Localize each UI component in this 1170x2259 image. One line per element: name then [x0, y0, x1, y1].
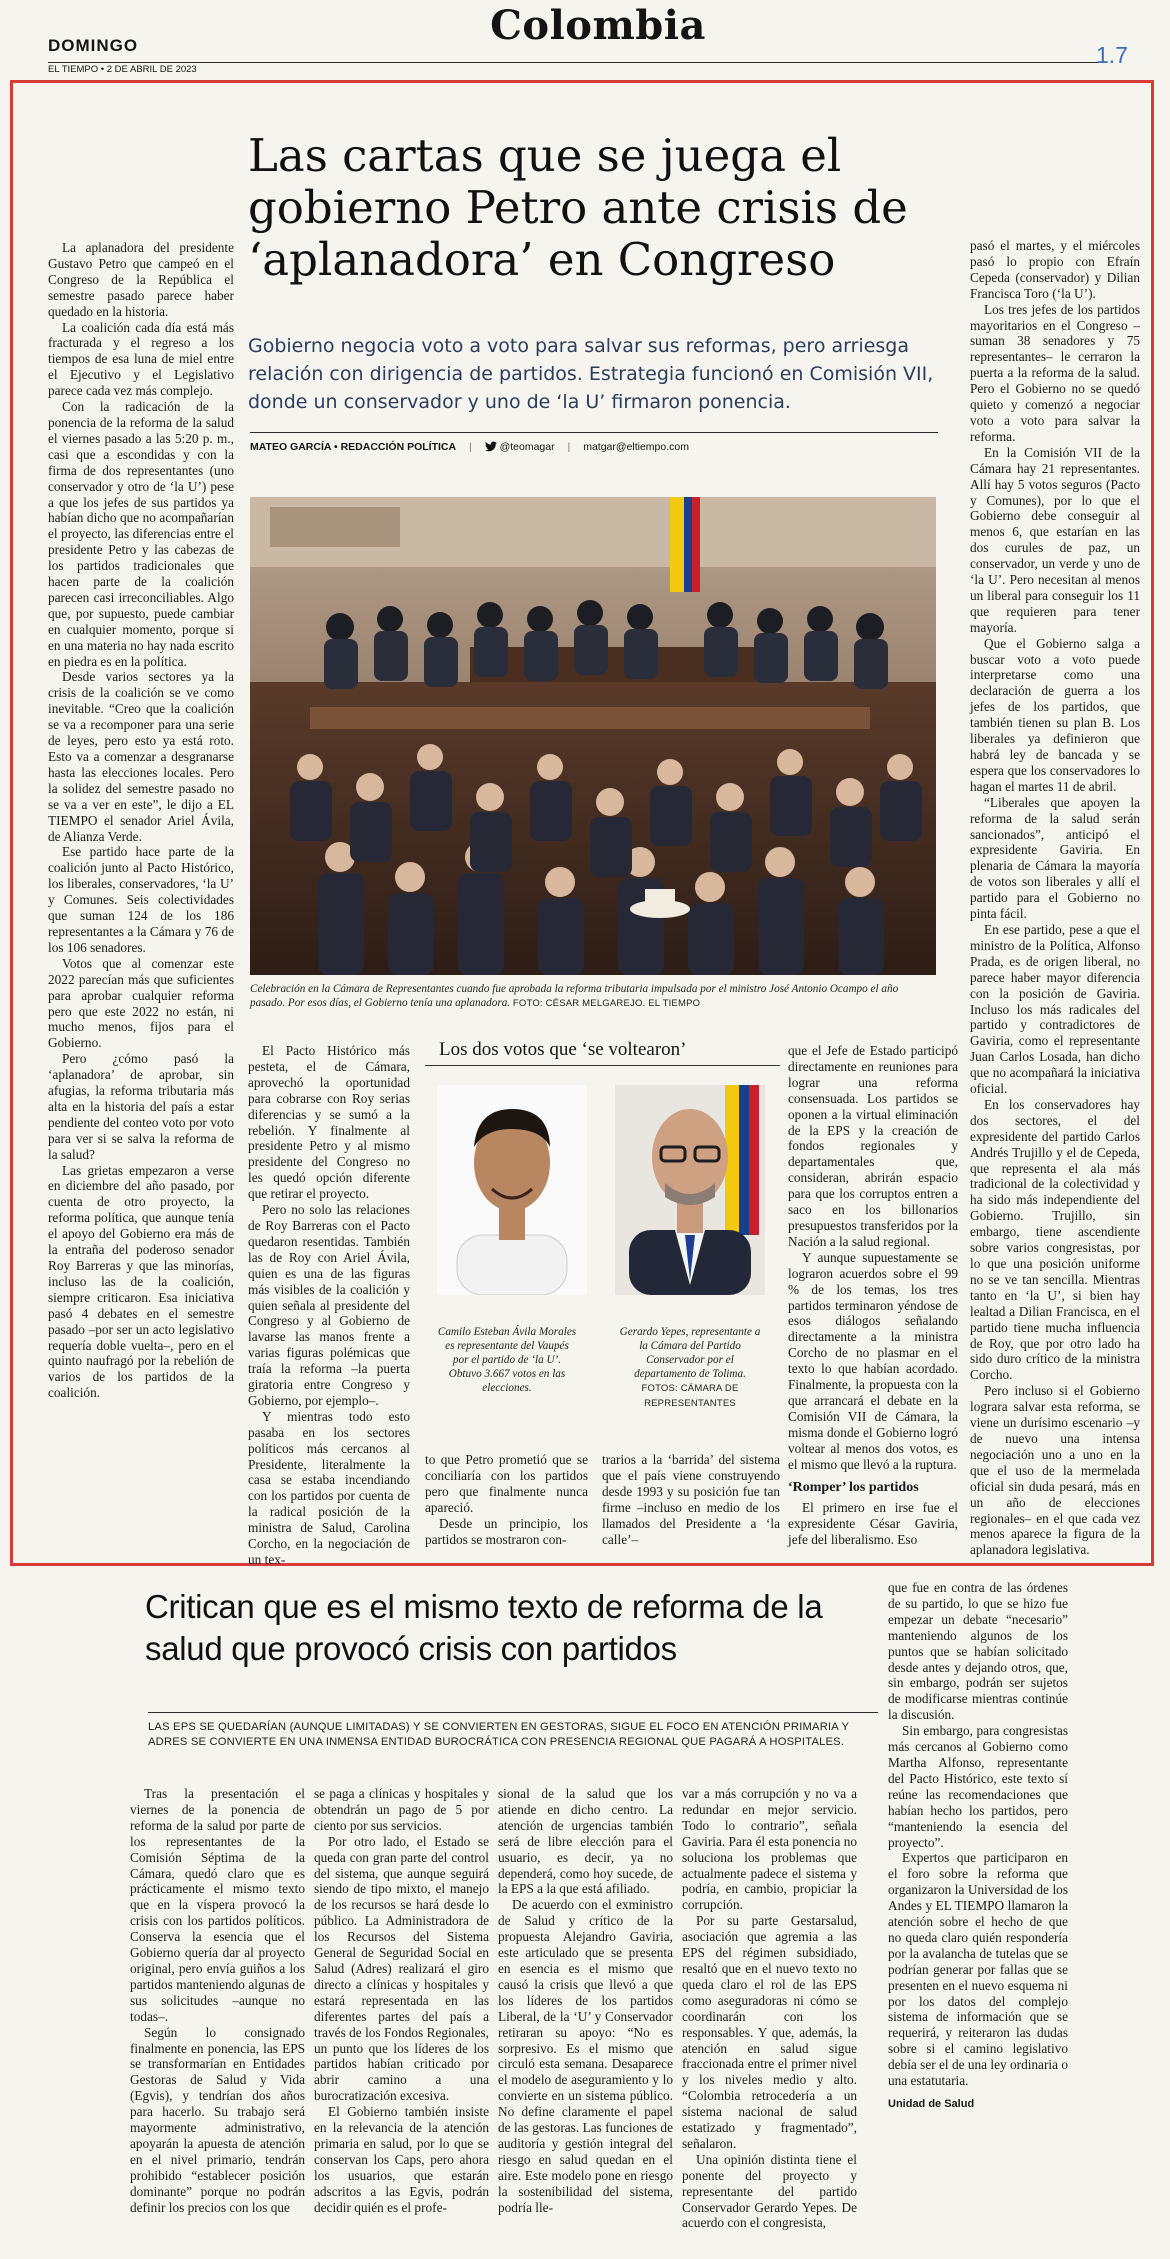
paragraph: Que el Gobierno salga a buscar voto a voto puede interpretarse como una declaración de guerra a los jefes de los partidos, que también tienen su plan B. Los liberales ya definieron que habrá ley de bancada y se espera que los conservadores lo hagan el martes 11 de abril.: [970, 635, 1140, 794]
section-title: Colombia: [490, 2, 706, 49]
article1-col1: [48, 240, 234, 1401]
article1-col3: [425, 1452, 588, 1547]
paragraph: Desde varios sectores ya la crisis de la coalición se ve como inevitable. “Creo que la coalición se va a recomponer para una serie de leyes, pero esto ya está roto. Esto va a comenzar a desgranarse hasta las elecciones locales. Pero la solidez del semestre pasado no se va a ver en este”, le dijo a EL TIEMPO el senador Ariel Ávila, de Alianza Verde.: [48, 669, 234, 844]
paragraph: Los tres jefes de los partidos mayoritarios en el Congreso –suman 38 senadores y 75 representantes– le cerraron la puerta a la reforma de la salud. Pero el Gobierno no se quedó quieto y comenzó a negociar voto a voto para salvar la reforma.: [970, 301, 1140, 444]
article2-deck: LAS EPS SE QUEDARÍAN (AUNQUE LIMITADAS) Y SE CONVIERTEN EN GESTORAS, SIGUE EL FOCO EN ATENCIÓN PRIMARIA Y ADRES SE CONVIERTE EN UNA INMENSA ENTIDAD BUROCRÁTICA CON PRESENCIA REGIONAL QUE PAGARÁ A HOSPITALES.: [148, 1721, 849, 1748]
article1-col5: [788, 1043, 958, 1548]
byline-row: [250, 441, 938, 459]
byline-sep-2: |: [567, 441, 571, 453]
article2-col1: [130, 1786, 305, 2215]
paragraph: Una opinión distinta tiene el ponente del proyecto y representante del partido Conservador Gerardo Yepes. De acuerdo con el congresista,: [682, 2151, 857, 2231]
paragraph: Las grietas empezaron a verse en diciembre del año pasado, por cuenta de otro proyecto, la reforma política, que aunque tenía el apoyo del Gobierno era más de la entraña del poderoso senador Roy Barreras y que las minorías, incluso las de la coalición, siempre criticaron. Esa iniciativa pasó 4 debates en el semestre pasado –por ser un acto legislativo requería doble vuelta–, pero en el quinto naufragó por la rebelión de varios de los partidos de la coalición.: [48, 1162, 234, 1401]
paragraph: Y mientras todo esto pasaba en los sectores políticos más cercanos al Presidente, literalmente la casa se estaba incendiando con los partidos por cuenta de la radical posición de la ministra de Salud, Carolina Corcho, en la negociación de un tex-: [248, 1408, 410, 1567]
paragraph: se paga a clínicas y hospitales y obtendrán un pago de 5 por ciento por sus servicios.: [314, 1786, 489, 1833]
paragraph: Tras la presentación el viernes de la ponencia de reforma de la salud por parte de los representantes de la Comisión Séptima de la Cámara, quedó claro que es prácticamente el mismo texto que en la víspera provocó la crisis con los partidos políticos. Conserva la esencia que el Gobierno quería dar al proyecto original, pero envía guiños a los partidos manteniendo algunas de sus solicitudes –aunque no todas–.: [130, 1786, 305, 2024]
paragraph: que el Jefe de Estado participó directamente en reuniones para lograr una reforma consensuada. Los partidos se oponen a la virtual eliminación de la EPS y la creación de fondos regionales y departamentales que, consideran, abrirán espacio para que los corruptos entren a saco en los billonarios presupuestos transferidos por la Nación a la salud regional.: [788, 1043, 958, 1249]
day-label: DOMINGO: [48, 36, 139, 55]
photo-caption: Celebración en la Cámara de Representantes cuando fue aprobada la reforma tributaria impulsada por el ministro José Antonio Ocampo el año pasado. Por esos días, el Gobierno tenía una aplanadora. FOTO: CÉSAR MELGAREJO. EL TIEMPO: [250, 983, 899, 1009]
paragraph: pasó el martes, y el miércoles pasó lo propio con Efraín Cepeda (conservador) y Dilian Francisca Toro (‘la U’).: [970, 238, 1140, 301]
article2-col2: [314, 1786, 489, 2215]
paragraph: El primero en irse fue el expresidente César Gaviria, jefe del liberalismo. Eso: [788, 1500, 958, 1548]
article2-col5: [888, 1580, 1068, 2113]
paragraph: En la Comisión VII de la Cámara hay 21 representantes. Allí hay 5 votos seguros (Pacto y Comunes), por lo que el Gobierno debe conseguir al menos 6, que estarían en las dos curules de paz, un conservador, un verde y uno de ‘la U’. Pero necesitan al menos un liberal para conseguir los 11 que requieren para tener mayoría.: [970, 444, 1140, 635]
paragraph: Pero ¿cómo pasó la ‘aplanadora’ de aprobar, sin afugias, la reforma tributaria más alta en la historia del país a estar pendiente del conteo voto por voto para ver si se salva la reforma de la salud?: [48, 1051, 234, 1162]
paragraph: En ese partido, pese a que el ministro de la Política, Alfonso Prada, es de origen liberal, no parece haber mayor diferencia con la posición de Gaviria. Incluso los más radicales del partido y contradictores de Gaviria, como el representante Juan Carlos Losada, han dicho que no acompañará la iniciativa oficial.: [970, 921, 1140, 1097]
twitter-handle[interactable]: @teomagar: [499, 441, 555, 453]
paragraph: El Gobierno también insiste en la relevancia de la atención primaria en salud, por lo que se conservan los Caps, pero ahora los usuarios, que estarán adscritos a las Egvis, podrán decidir quién es el profe-: [314, 2104, 489, 2215]
byline-sep: |: [469, 441, 472, 453]
paragraph: to que Petro prometió que se conciliaría con los partidos pero que finalmente nunca apareció.: [425, 1452, 588, 1515]
paragraph: Expertos que participaron en el foro sobre la reforma que organizaron la Universidad de los Andes y EL TIEMPO llamaron la atención sobre el hecho de que no queda claro quién respondería por la avalancha de tutelas que se podrían generar por fallas que se presenten en el nuevo esquema ni por los datos del complejo sistema de información que se requerirá, y reiteraron las dudas sobre si el camino legislativo debía ser el de una ley ordinaria o una estatutaria.: [888, 1850, 1068, 2089]
paragraph: En los conservadores hay dos sectores, el del expresidente del partido Carlos Andrés Trujillo y el de Cepeda, que representa el ala más tradicional de la colectividad y ha sido más independiente del Gobierno. Trujillo, sin embargo, tiene ascendiente sobre varios congresistas, por lo que una posición uniforme no se ve tan sencilla. Mientras tanto en ‘la U’, si bien hay lealtad a Dilian Francisca, en el partido tiene mucha influencia de Roy, que por otro lado ha sido duro crítico de la ministra Corcho.: [970, 1096, 1140, 1383]
article2-col3: [498, 1786, 673, 2215]
author-email[interactable]: matgar@eltiempo.com: [583, 441, 689, 453]
paragraph: sional de la salud que los atiende en dicho centro. La atención de urgencias también será de libre elección para el usuario, es decir, ya no dependerá, como hoy sucede, de la EPS a la que está afiliado.: [498, 1786, 673, 1897]
paragraph: Y aunque supuestamente se lograron acuerdos sobre el 99 % de los temas, los tres partidos terminaron yéndose de esos diálogos señalando directamente a la ministra Corcho de no plasmar en el texto lo que habían acordado. Finalmente, la propuesta con la que arrancará el debate en la Comisión VII de Cámara, la misma donde el Gobierno logró voltear al menos dos votos, es el mismo que llevó a la ruptura.: [788, 1249, 958, 1472]
person2-photo: [615, 1085, 765, 1295]
votes-box-title: Los dos votos que ‘se voltearon’: [425, 1035, 780, 1066]
paragraph: Desde un principio, los partidos se mostraron con-: [425, 1515, 588, 1547]
paragraph: El Pacto Histórico más pesteta, el de Cámara, aprovechó la oportunidad para cobrarse con Roy serias diferencias y se sumó a la rebelión. Y finalmente al presidente Petro y al mismo presidente del Congreso no les quedó opción diferente que retirar el proyecto.: [248, 1043, 410, 1202]
paragraph: “Liberales que apoyen la reforma de la salud serán sancionados”, anticipó el expresidente Gaviria. En plenaria de Cámara la mayoría de votos son liberales y allí el partido para el Gobierno no pinta fácil.: [970, 794, 1140, 922]
votes-box: [425, 1035, 780, 1445]
paragraph: La coalición cada día está más fracturada y el regreso a los tiempos de esa luna de miel entre el Ejecutivo y el Legislativo parece cada vez más complejo.: [48, 319, 234, 399]
paragraph: Con la radicación de la ponencia de la reforma de la salud el viernes pasado a las 5:20 p. m., casi que a escondidas y con la firma de dos representantes (uno conservador y otro de ‘la U’) pese a que los jefes de sus partidos ya habían dicho que no acompañarían el proyecto, las diferencias entre el presidente Petro y las cabezas de los partidos tradicionales que hacen parte de la coalición parecen casi irreconciliables. Algo que, por supuesto, puede cambiar en cualquier momento, porque si en una materia no hay nada escrito en piedra es en la política.: [48, 399, 234, 669]
paragraph: La aplanadora del presidente Gustavo Petro que campeó en el Congreso de la República el semestre pasado parece haber quedado en la historia.: [48, 240, 234, 319]
page-header: [48, 0, 1133, 78]
article1-headline: Las cartas que se juega el gobierno Petro ante crisis de ‘aplanadora’ en Congreso: [248, 129, 908, 286]
article1-col4: [602, 1452, 780, 1547]
article1-col2: [248, 1043, 410, 1568]
paragraph: Por otro lado, el Estado se queda con gran parte del control del sistema, que aunque seguirá siendo de tipo mixto, el manejo de los recursos se hará desde lo público. La Administradora de los Recursos del Sistema General de Seguridad Social en Salud (Adres) realizará el giro directo a clínicas y hospitales y estará representada en las diferentes partes del país a través de los Fondos Regionales, un punto que los líderes de los partidos habían criticado por abrir camino a una burocratización excesiva.: [314, 1833, 489, 2104]
article1-deck: Gobierno negocia voto a voto para salvar sus reformas, pero arriesga relación con dirigencia de partidos. Estrategia funcionó en Comisión VII, donde un conservador y uno de ‘la U’ firmaron ponencia.: [248, 335, 934, 413]
subhead: ‘Romper’ los partidos: [788, 1480, 919, 1496]
article1-col6: [970, 238, 1140, 1558]
person2-caption: Gerardo Yepes, representante a la Cámara del Partido Conservador por el departamento de Tolima. FOTOS: CÁMARA DE REPRESENTANTES: [619, 1326, 761, 1409]
photo-credit: FOTO: CÉSAR MELGAREJO. EL TIEMPO: [512, 998, 701, 1009]
paragraph: Sin embargo, para congresistas más cercanos al Gobierno como Martha Alfonso, representante del Pacto Histórico, este texto sí reúne las recomendaciones que habían hecho los partidos, pero “manteniendo la esencia del proyecto”.: [888, 1723, 1068, 1850]
congress-photo: [250, 497, 936, 975]
header-rule: [48, 62, 1098, 63]
paragraph: Pero incluso si el Gobierno lograra salvar esta reforma, se viene un durísimo escenario –y de nuevo una intensa negociación uno a uno en la que el uso de la mermelada oficial sin duda pesará, más en un año de elecciones regionales– en el que cada vez menos aparece la figura de la aplanadora legislativa.: [970, 1383, 1140, 1558]
person1-photo: [437, 1085, 587, 1295]
byline: MATEO GARCÍA • REDACCIÓN POLÍTICA: [250, 441, 457, 453]
page-number: 1.7: [1096, 42, 1128, 68]
article2-col4: [682, 1786, 857, 2231]
paragraph: Pero no solo las relaciones de Roy Barreras con el Pacto quedaron resentidas. También las de Roy con Ariel Ávila, quien es una de las figuras más visibles de la coalición y quien señala al presidente del Congreso y al Gobierno de lavarse las manos frente a varias figuras polémicas que traía la reforma –la puerta giratoria entre Congreso y Gobierno, por ejemplo–.: [248, 1202, 410, 1408]
article2-headline: Critican que es el mismo texto de reforma de la salud que provocó crisis con partidos: [145, 1588, 823, 1667]
signoff: Unidad de Salud: [888, 2098, 975, 2110]
twitter-icon: [485, 441, 497, 455]
article2-deck-rule: [148, 1712, 878, 1713]
byline-rule: [250, 432, 938, 433]
paragraph: Ese partido hace parte de la coalición junto al Pacto Histórico, los liberales, conservadores, ‘la U’ y Comunes. Seis colectividades que suman 124 de los 186 representantes a la Cámara y 76 de los 106 senadores.: [48, 844, 234, 955]
paragraph: que fue en contra de las órdenes de su partido, lo que se hizo fue empezar un debate “necesario” manteniendo algunos de los puntos que se habían solicitado desde antes y dejando otros, que, sin embargo, podrán ser sujetos de modificarse mientras continúe la discusión.: [888, 1580, 1068, 1723]
person1-caption: Camilo Esteban Ávila Morales es representante del Vaupés por el partido de ‘la U’. Obtuvo 3.667 votos en las elecciones.: [437, 1326, 577, 1394]
paragraph: De acuerdo con el exministro de Salud y crítico de la propuesta Alejandro Gaviria, este articulado que se presenta en esencia es el mismo que causó la crisis que llevó a que los líderes de los partidos Liberal, de la ‘U’ y Conservador retiraran su apoyo: “No es sorpresivo. Es el mismo que circuló esta semana. Desaparece el modelo de aseguramiento y lo convierte en un sistema público. No define claramente el papel de las gestoras. Las funciones de auditoría y gestión integral del riesgo en salud quedan en el aire. Este modelo pone en riesgo la sostenibilidad del sistema, podría lle-: [498, 1897, 673, 2215]
paragraph: Según lo consignado finalmente en ponencia, las EPS se transformarían en Entidades Gestoras de Salud y Vida (Egvis), y tendrían dos años para hacerlo. Su trabajo será mayormente administrativo, apoyarán la apuesta de atención en el nivel primario, tendrán prohibido “establecer posición dominante” porque no podrán definir los precios con los que: [130, 2024, 305, 2215]
paragraph: var a más corrupción y no va a redundar en mejor servicio. Todo lo contrario”, señala Gaviria. Para él esta ponencia no soluciona los problemas que actualmente padece el sistema y podría, en cambio, propiciar la corrupción.: [682, 1786, 858, 1913]
paragraph: Votos que al comenzar este 2022 parecían más que suficientes para aprobar cualquier reforma pero que este 2022 no están, ni mucho menos, fijos para el Gobierno.: [48, 955, 234, 1051]
person2-credit: FOTOS: CÁMARA DE REPRESENTANTES: [641, 1383, 739, 1409]
paragraph: trarios a la ‘barrida’ del sistema que el país viene construyendo desde 1993 y su posición fue tan firme –incluso en medio de los llamados del Presidente a ‘la calle’–: [602, 1452, 780, 1547]
paragraph: Por su parte Gestarsalud, asociación que agremia a las EPS del régimen subsidiado, resaltó que en el nuevo texto no queda claro el rol de las EPS como aseguradoras ni cómo se coordinarán con los responsables. Y que, además, la atención en salud sigue fraccionada entre el primer nivel y los niveles medio y alto. “Colombia retrocedería a un sistema nacional de salud estatizado y fragmentado”, señalaron.: [682, 1913, 857, 2151]
paper-date: EL TIEMPO • 2 DE ABRIL DE 2023: [48, 64, 197, 75]
